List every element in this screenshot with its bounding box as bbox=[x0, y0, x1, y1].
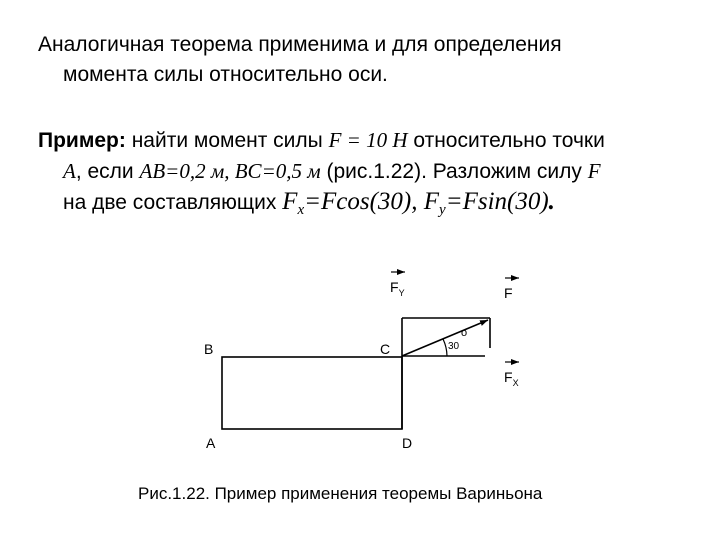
label-f: F bbox=[504, 285, 513, 301]
force-ref: F bbox=[587, 159, 601, 183]
sentence-dot: . bbox=[548, 188, 555, 215]
beam-rectangle bbox=[222, 357, 402, 429]
fx-formula: $F_x=Fcos(30)$, bbox=[282, 188, 424, 218]
example-text-5: на две составляющих bbox=[63, 191, 283, 214]
intro-line-2: момента силы относительно оси. bbox=[63, 63, 388, 86]
label-fy: $F_Y$ bbox=[390, 279, 405, 298]
angle-degree: o bbox=[461, 327, 468, 339]
label-fx: $F_X$ bbox=[504, 369, 519, 388]
example-lead: Пример: bbox=[38, 129, 126, 152]
example-text-2: относительно точки bbox=[407, 129, 605, 152]
point-a-ref: А bbox=[63, 159, 76, 183]
label-b: B bbox=[204, 341, 214, 357]
length-formula: AB=0,2 м, BC=0,5 м bbox=[139, 159, 321, 183]
force-formula: F = 10 Н bbox=[328, 128, 408, 152]
example-text-3: , если bbox=[75, 160, 140, 183]
example-text-4: (рис.1.22). Разложим силу bbox=[320, 160, 588, 183]
angle-label: 30 bbox=[448, 341, 460, 352]
label-c: C bbox=[380, 341, 391, 357]
fy-formula: $F_y=Fsin(30)$ bbox=[423, 188, 549, 218]
label-d: D bbox=[402, 435, 413, 451]
force-arrow bbox=[402, 320, 488, 356]
intro-line-1: Аналогичная теорема применима и для определения bbox=[38, 33, 562, 56]
angle-arc bbox=[443, 339, 447, 356]
label-a: A bbox=[206, 435, 216, 451]
figure-caption: Рис.1.22. Пример применения теоремы Вариньона bbox=[138, 484, 543, 503]
example-text-1: найти момент силы bbox=[125, 129, 329, 152]
